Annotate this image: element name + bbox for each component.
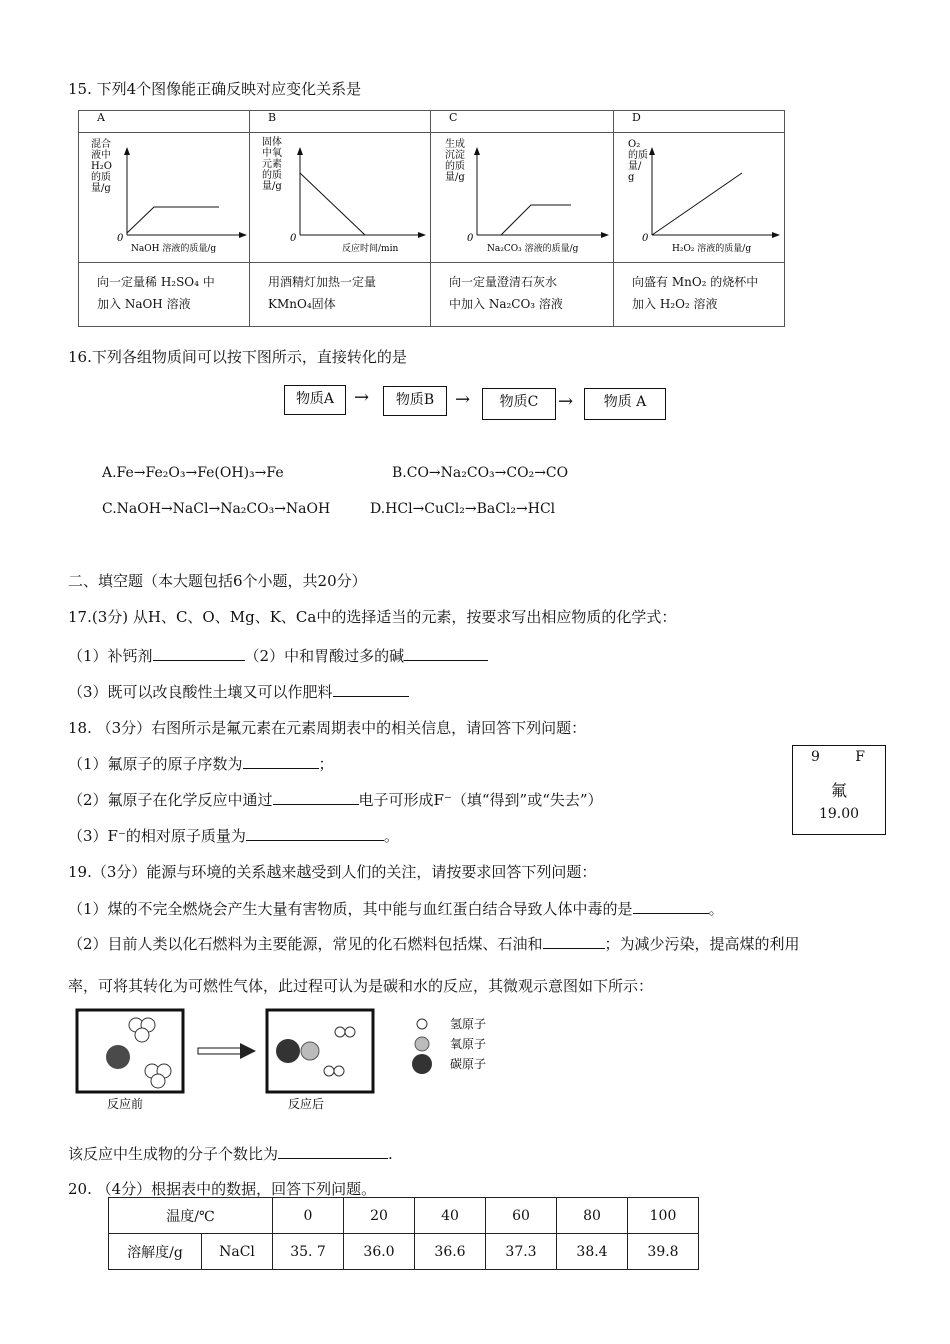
graph-b bbox=[250, 133, 430, 259]
answer-blank[interactable] bbox=[246, 826, 384, 841]
legend-carbon: 碳原子 bbox=[450, 1057, 487, 1071]
hydrogen-molecule bbox=[335, 1027, 355, 1037]
graph-b-ylabel: 固体中氧元素的质量/g bbox=[262, 137, 282, 192]
flow-box-4: 物质 A bbox=[584, 388, 666, 420]
graph-d bbox=[614, 133, 784, 259]
water-molecule bbox=[145, 1064, 171, 1088]
q18-part1: （1）氟原子的原子序数为 ； bbox=[68, 755, 334, 773]
legend-hydrogen: 氢原子 bbox=[450, 1017, 487, 1031]
carbon-atom bbox=[106, 1045, 130, 1069]
carbon-atom-legend-icon bbox=[412, 1054, 432, 1074]
q18-stem: 18. （3分）右图所示是氟元素在元素周期表中的相关信息，请回答下列问题： bbox=[68, 719, 587, 737]
flow-box-2: 物质B bbox=[383, 386, 447, 416]
q17-stem: 17.(3分) 从H、C、O、Mg、K、Ca中的选择适当的元素，按要求写出相应物质的化学式： bbox=[68, 608, 677, 626]
answer-blank[interactable] bbox=[243, 754, 319, 769]
after-label: 反应后 bbox=[288, 1097, 325, 1111]
panel-a-letter: A bbox=[79, 111, 250, 133]
water-molecule bbox=[129, 1018, 155, 1042]
q19-part2: （2）目前人类以化石燃料为主要能源，常见的化石燃料包括煤、石油和 ；为减少污染，提高煤的利用 bbox=[68, 935, 800, 953]
temp-cell: 80 bbox=[557, 1198, 628, 1234]
svg-text:0: 0 bbox=[467, 233, 474, 244]
q16-stem: 16.下列各组物质间可以按下图所示，直接转化的是 bbox=[68, 348, 407, 366]
answer-blank[interactable] bbox=[333, 682, 409, 697]
panel-b-letter: B bbox=[250, 111, 431, 133]
svg-text:H₂O₂ 溶液的质量/g: H₂O₂ 溶液的质量/g bbox=[672, 244, 752, 254]
q19-part2-continued: 率，可将其转化为可燃性气体，此过程可认为是碳和水的反应，其微观示意图如下所示： bbox=[68, 977, 654, 995]
solubility-value: 37.3 bbox=[486, 1234, 557, 1270]
answer-blank[interactable] bbox=[543, 934, 605, 949]
panel-c-caption: 向一定量澄清石灰水 中加入 Na₂CO₃ 溶液 bbox=[431, 263, 614, 327]
flow-arrow-2: → bbox=[455, 389, 471, 410]
answer-blank[interactable] bbox=[153, 646, 245, 661]
svg-text:反应时间/min: 反应时间/min bbox=[342, 244, 399, 254]
element-name: 氟 bbox=[830, 781, 847, 800]
svg-text:0: 0 bbox=[117, 233, 124, 244]
panel-c-graph bbox=[431, 133, 614, 263]
q18-part3: （3）F⁻的相对原子质量为 。 bbox=[68, 827, 399, 845]
element-symbol: F bbox=[855, 749, 865, 765]
q15-stem: 15. 下列4个图像能正确反映对应变化关系是 bbox=[68, 80, 362, 98]
section-2-heading: 二、填空题（本大题包括6个小题，共20分） bbox=[68, 572, 367, 590]
graph-a bbox=[79, 133, 249, 259]
q17-part1: （1）补钙剂 （2）中和胃酸过多的碱 bbox=[68, 645, 488, 666]
q17-part3: （3）既可以改良酸性土壤又可以作肥料 bbox=[68, 681, 409, 702]
flow-box-1: 物质A bbox=[284, 385, 346, 415]
legend-oxygen: 氧原子 bbox=[450, 1037, 487, 1051]
atomic-mass: 19.00 bbox=[818, 806, 860, 822]
temperature-header: 温度/℃ bbox=[109, 1198, 273, 1234]
svg-text:0: 0 bbox=[290, 233, 297, 244]
solubility-value: 38.4 bbox=[557, 1234, 628, 1270]
q18-part2: （2）氟原子在化学反应中通过 电子可形成F⁻（填“得到”或“失去”） bbox=[68, 791, 603, 809]
graph-c-ylabel: 生成沉淀的质量/g bbox=[445, 139, 465, 183]
before-label: 反应前 bbox=[107, 1097, 144, 1111]
solubility-value: 36.6 bbox=[415, 1234, 486, 1270]
oxygen-atom-legend-icon bbox=[415, 1037, 429, 1051]
solubility-value: 36.0 bbox=[344, 1234, 415, 1270]
hydrogen-atom-legend-icon bbox=[417, 1019, 427, 1029]
flow-arrow-1: → bbox=[354, 387, 370, 408]
substance-cell: NaCl bbox=[202, 1234, 273, 1270]
panel-a-caption: 向一定量稀 H₂SO₄ 中 加入 NaOH 溶液 bbox=[79, 263, 250, 327]
answer-blank[interactable] bbox=[633, 899, 709, 914]
flow-arrow-3: → bbox=[558, 391, 574, 412]
temp-cell: 60 bbox=[486, 1198, 557, 1234]
q16-option-b: B.CO→Na₂CO₃→CO₂→CO bbox=[392, 465, 569, 481]
q16-option-d: D.HCl→CuCl₂→BaCl₂→HCl bbox=[370, 501, 556, 517]
temp-cell: 100 bbox=[628, 1198, 699, 1234]
temp-cell: 40 bbox=[415, 1198, 486, 1234]
solubility-value: 35. 7 bbox=[273, 1234, 344, 1270]
graph-a-ylabel: 混合液中 H₂O 的质量/g bbox=[91, 139, 112, 194]
solubility-table bbox=[108, 1197, 699, 1270]
graph-c bbox=[431, 133, 613, 259]
flow-box-3: 物质C bbox=[482, 388, 556, 420]
svg-text:0: 0 bbox=[642, 233, 649, 244]
fluorine-element-cell bbox=[792, 745, 886, 835]
temp-cell: 0 bbox=[273, 1198, 344, 1234]
panel-c-letter: C bbox=[431, 111, 614, 133]
solubility-value: 39.8 bbox=[628, 1234, 699, 1270]
q15-graphs-table bbox=[78, 110, 785, 327]
temp-cell: 20 bbox=[344, 1198, 415, 1234]
answer-blank[interactable] bbox=[278, 1144, 388, 1159]
panel-d-letter: D bbox=[614, 111, 785, 133]
q16-option-a: A.Fe→Fe₂O₃→Fe(OH)₃→Fe bbox=[102, 465, 284, 481]
graph-d-ylabel: O₂ 的质量/ g bbox=[628, 139, 648, 183]
svg-text:NaOH 溶液的质量/g: NaOH 溶液的质量/g bbox=[131, 244, 217, 254]
reaction-arrow bbox=[198, 1043, 256, 1059]
q19-stem: 19.（3分）能源与环境的关系越来越受到人们的关注，请按要求回答下列问题： bbox=[68, 863, 597, 881]
carbon-monoxide-molecule bbox=[276, 1039, 319, 1063]
panel-a-graph bbox=[79, 133, 250, 263]
panel-d-graph bbox=[614, 133, 785, 263]
answer-blank[interactable] bbox=[404, 646, 488, 661]
atomic-number: 9 bbox=[811, 749, 820, 765]
panel-b-caption: 用酒精灯加热一定量 KMnO₄固体 bbox=[250, 263, 431, 327]
q20-stem: 20. （4分）根据表中的数据，回答下列问题。 bbox=[68, 1180, 377, 1198]
answer-blank[interactable] bbox=[273, 790, 359, 805]
solubility-header: 溶解度/g bbox=[109, 1234, 202, 1270]
hydrogen-molecule bbox=[324, 1066, 344, 1076]
q19-part3: 该反应中生成物的分子个数比为 . bbox=[68, 1145, 393, 1163]
reaction-micro-diagram bbox=[70, 1005, 520, 1115]
panel-b-graph bbox=[250, 133, 431, 263]
svg-text:Na₂CO₃ 溶液的质量/g: Na₂CO₃ 溶液的质量/g bbox=[487, 244, 579, 254]
q19-part1: （1）煤的不完全燃烧会产生大量有害物质，其中能与血红蛋白结合导致人体中毒的是 。 bbox=[68, 900, 724, 918]
q16-option-c: C.NaOH→NaCl→Na₂CO₃→NaOH bbox=[102, 501, 331, 517]
panel-d-caption: 向盛有 MnO₂ 的烧杯中 加入 H₂O₂ 溶液 bbox=[614, 263, 785, 327]
